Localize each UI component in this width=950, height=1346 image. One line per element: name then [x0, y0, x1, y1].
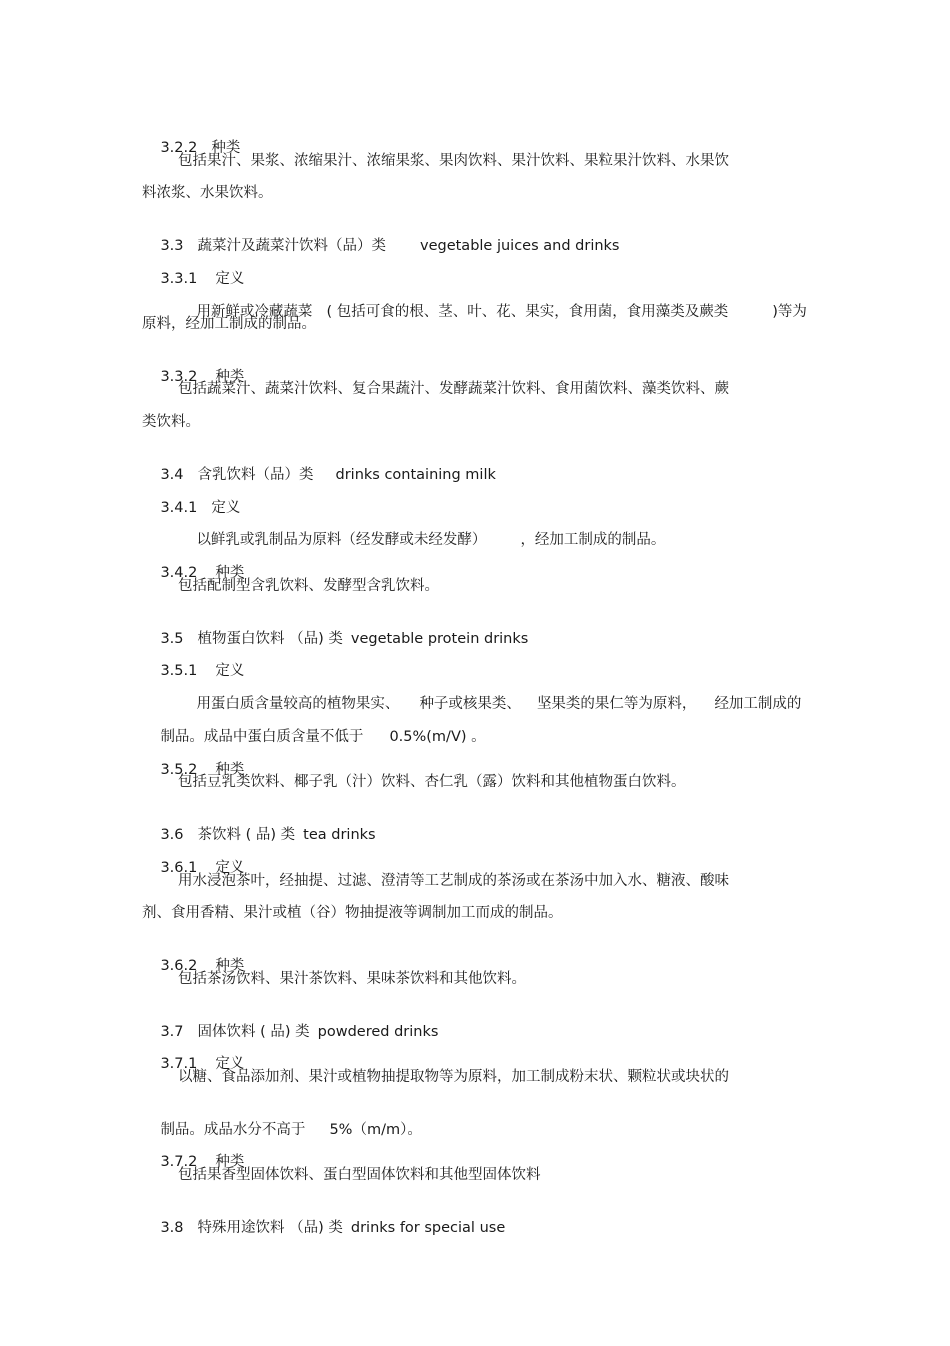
- section-number: 3.5: [160, 631, 184, 647]
- section-title: 种类: [215, 762, 245, 778]
- section-number: 3.8: [160, 1220, 184, 1236]
- paragraph-line: 包括茶汤饮料、果汁茶饮料、果味茶饮料和其他饮料。: [178, 971, 526, 987]
- section-number: 3.7.2: [160, 1154, 198, 1170]
- text-segment: ( 包括可食的根、茎、叶、花、果实，食用菌，食用藻类及蕨类: [326, 304, 729, 320]
- section-title: 种类: [215, 369, 245, 385]
- section-number: 3.3: [160, 238, 184, 254]
- section-title-english: vegetable juices and drinks: [420, 238, 620, 254]
- paragraph-line: 用水浸泡茶叶，经抽提、过滤、澄清等工艺制成的茶汤或在茶汤中加入水、糖液、酸味: [178, 873, 729, 889]
- paragraph-line: 类饮料。: [142, 414, 200, 430]
- paragraph-line: [178, 510, 665, 570]
- section-number: 3.6.1: [160, 860, 198, 876]
- text-segment: 用新鲜或冷藏蔬菜: [196, 304, 313, 320]
- section-title: 含乳饮料（品）类: [197, 467, 314, 483]
- text-segment: 制品。成品水分不高于: [160, 1122, 306, 1138]
- section-number: 3.4.2: [160, 565, 198, 581]
- section-number: 3.3.1: [160, 271, 198, 287]
- section-number: 3.3.2: [160, 369, 198, 385]
- text-segment: 用蛋白质含量较高的植物果实、: [196, 696, 400, 712]
- section-title: 定义: [211, 500, 241, 516]
- text-segment: ，经加工制成的制品。: [520, 532, 666, 548]
- section-title: 种类: [215, 1154, 245, 1170]
- section-number: 3.7: [160, 1024, 184, 1040]
- section-title: 固体饮料 ( 品) 类: [197, 1024, 310, 1040]
- text-segment: 以鲜乳或乳制品为原料（经发酵或未经发酵）: [196, 532, 487, 548]
- paragraph-line: 包括蔬菜汁、蔬菜汁饮料、复合果蔬汁、发酵蔬菜汁饮料、食用菌饮料、藻类饮料、蕨: [178, 381, 729, 397]
- section-title: 种类: [215, 565, 245, 581]
- text-segment: )等为: [772, 304, 807, 320]
- text-segment: 种子或核果类、: [419, 696, 521, 712]
- section-title: 定义: [215, 1056, 245, 1072]
- paragraph-line: 包括果汁、果浆、浓缩果汁、浓缩果浆、果肉饮料、果汁饮料、果粒果汁饮料、水果饮: [178, 153, 729, 169]
- section-title-english: drinks for special use: [350, 1220, 506, 1236]
- section-title: 特殊用途饮料 （品) 类: [197, 1220, 343, 1236]
- section-number: 3.6: [160, 827, 184, 843]
- text-segment: 0.5%(m/V) 。: [389, 729, 486, 745]
- section-number: 3.4.1: [160, 500, 198, 516]
- section-number: 3.4: [160, 467, 184, 483]
- section-title: 茶饮料 ( 品) 类: [197, 827, 296, 843]
- section-title: 种类: [211, 140, 241, 156]
- section-title: 植物蛋白饮料 （品) 类: [197, 631, 343, 647]
- paragraph-line: 包括豆乳类饮料、椰子乳（汁）饮料、杏仁乳（露）饮料和其他植物蛋白饮料。: [178, 774, 686, 790]
- section-title-english: drinks containing milk: [335, 467, 496, 483]
- section-number: 3.6.2: [160, 958, 198, 974]
- section-number: 3.2.2: [160, 140, 198, 156]
- section-title-english: tea drinks: [303, 827, 376, 843]
- section-number: 3.7.1: [160, 1056, 198, 1072]
- text-segment: 坚果类的果仁等为原料，: [536, 696, 697, 712]
- section-title: 定义: [215, 271, 245, 287]
- section-title-english: powdered drinks: [317, 1024, 439, 1040]
- section-title: 定义: [215, 860, 245, 876]
- section-number: 3.5.2: [160, 762, 198, 778]
- paragraph-line: 料浓浆、水果饮料。: [142, 185, 273, 201]
- text-segment: 5%（m/m）。: [329, 1122, 422, 1138]
- section-title: 蔬菜汁及蔬菜汁饮料（品）类: [197, 238, 386, 254]
- text-segment: 制品。成品中蛋白质含量不低于: [160, 729, 364, 745]
- paragraph-line: 以糖、食品添加剂、果汁或植物抽提取物等为原料，加工制成粉末状、颗粒状或块状的: [178, 1069, 729, 1085]
- section-title: 定义: [215, 663, 245, 679]
- paragraph-line: 原料，经加工制成的制品。: [142, 316, 316, 332]
- paragraph-line: 包括果香型固体饮料、蛋白型固体饮料和其他型固体饮料: [178, 1167, 541, 1183]
- text-segment: 经加工制成的: [714, 696, 802, 712]
- section-heading: [142, 1198, 505, 1258]
- paragraph-line: 剂、食用香精、果汁或植（谷）物抽提液等调制加工而成的制品。: [142, 905, 563, 921]
- paragraph-line: 包括配制型含乳饮料、发酵型含乳饮料。: [178, 578, 439, 594]
- section-title: 种类: [215, 958, 245, 974]
- section-title-english: vegetable protein drinks: [350, 631, 529, 647]
- section-number: 3.5.1: [160, 663, 198, 679]
